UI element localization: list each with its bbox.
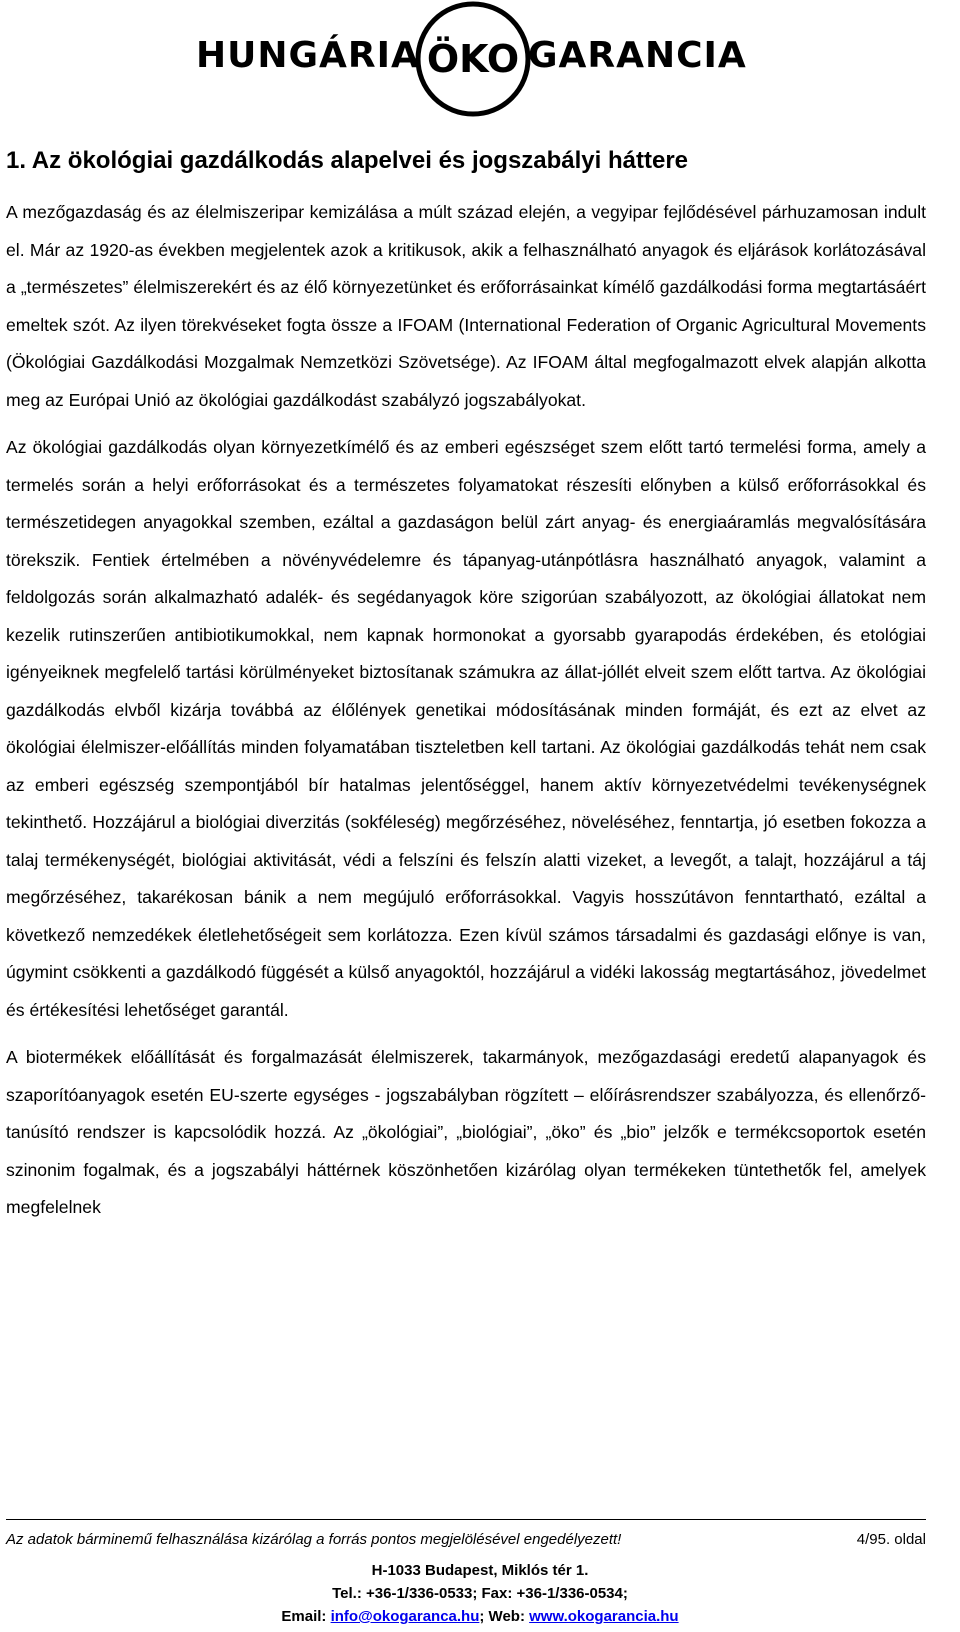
paragraph-principles: Az ökológiai gazdálkodás olyan környezetkímélő és az emberi egészséget szem előtt tartó termelési forma, amely a termelés során a helyi erőforrásokat és a természetes folyamatokat részesíti előnyben a külső erőforrásokkal és természetidegen anyagokkal szemben, ezáltal a gazdaságon belül zárt anyag- és energiaáramlás megvalósítására törekszik. Fentiek értelmében a növényvédelemre és tápanyag-utánpótlásra használható anyagok, valamint a feldolgozás során alkalmazható adalék- és segédanyagok köre szigorúan szabályozott, az ökológiai állatokat nem kezelik rutinszerűen antibiotikumokkal, nem kapnak hormonokat a gyorsabb gyarapodás érdekében, és etológiai igényeiknek megfelelő tartási körülményeket biztosítanak számukra az állat-jóllét elveit szem előtt tartva. Az ökológiai gazdálkodás elvből kizárja továbbá az élőlények genetikai módosításának minden formáját, és ezt az elvet az ökológiai élelmiszer-előállítás minden folyamatában tiszteletben kell tartani. Az ökológiai gazdálkodás tehát nem csak az emberi egészség szempontjából bír hatalmas jelentőséggel, hanem aktív környezetvédelmi tevékenységnek tekinthető. Hozzájárul a biológiai diverzitás (sokféleség) megőrzéséhez, növeléséhez, fenntartja, jó esetben fokozza a talaj termékenységét, biológiai aktivitását, védi a felszíni és felszín alatti vizeket, a levegőt, a talajt, hozzájárul a táj megőrzéséhez, takarékosan bánik a nem megújuló erőforrásokkal. Vagyis hosszútávon fenntartható, ezáltal a következő nemzedékek életlehetőségeit sem korlátozza. Ezen kívül számos társadalmi és gazdasági előnye is van, úgymint csökkenti a gazdálkodó függését a külső anyagoktól, hozzájárul a vidéki lakosság megtartásához, jövedelmet és értékesítési lehetőséget garantál. [6, 437, 926, 1020]
web-label: ; Web: [479, 1608, 525, 1625]
footer-divider [6, 1519, 926, 1520]
paragraph-regulation: A biotermékek előállítását és forgalmazását élelmiszerek, takarmányok, mezőgazdasági eredetű alapanyagok és szaporítóanyagok esetén EU-szerte egységes - jogszabályban rögzített – előírásrendszer szabályozza, és ellenőrző-tanúsító rendszer is kapcsolódik hozzá. Az „ökológiai”, „biológiai”, „öko” és „bio” jelzők e termékcsoportok esetén szinonim fogalmak, és a jogszabályi háttérnek köszönhetően kizárólag olyan termékeken tüntethetők fel, amelyek megfelelnek [6, 1047, 926, 1217]
hungaria-oko-garancia-logo [196, 0, 766, 118]
email-label: Email: [281, 1608, 327, 1625]
paragraph-history: A mezőgazdaság és az élelmiszeripar kemizálása a múlt század elején, a vegyipar fejlődésével párhuzamosan indult el. Már az 1920-as években megjelentek azok a kritikusok, akik a felhasználható anyagok és eljárások korlátozásával a „természetes” élelmiszerekért és az élő környezetünket és erőforrásainkat kímélő gazdálkodási forma megtartásáért emeltek szót. Az ilyen törekvéseket fogta össze a IFOAM (International Federation of Organic Agricultural Movements (Ökológiai Gazdálkodási Mozgalmak Nemzetközi Szövetsége). Az IFOAM által megfogalmazott elvek alapján alkotta meg az Európai Unió az ökológiai gazdálkodást szabályzó jogszabályokat. [6, 202, 926, 410]
footer-disclaimer: Az adatok bárminemű felhasználása kizárólag a forrás pontos megjelölésével engedélyezett! [6, 1531, 622, 1548]
logo-left-word: HUNGÁRIA [196, 35, 420, 76]
page-number: 4/95. oldal [856, 1531, 926, 1548]
main-body-text [6, 194, 926, 1237]
oko-seal-text: ÖKO [426, 37, 520, 81]
footer-address: H-1033 Budapest, Miklós tér 1. [371, 1562, 589, 1579]
footer-email-web-line [0, 1605, 960, 1628]
logo-right-word: GARANCIA [528, 35, 747, 76]
footer-contact [0, 1559, 960, 1628]
section-title: 1. Az ökológiai gazdálkodás alapelvei és jogszabályi háttere [6, 147, 689, 174]
oko-seal-icon [414, 0, 532, 118]
page-header [0, 0, 960, 120]
footer-phone-fax: Tel.: +36-1/336-0533; Fax: +36-1/336-0534; [332, 1585, 628, 1602]
web-link[interactable]: www.okogarancia.hu [529, 1608, 679, 1625]
email-link[interactable]: info@okogaranca.hu [330, 1608, 480, 1625]
